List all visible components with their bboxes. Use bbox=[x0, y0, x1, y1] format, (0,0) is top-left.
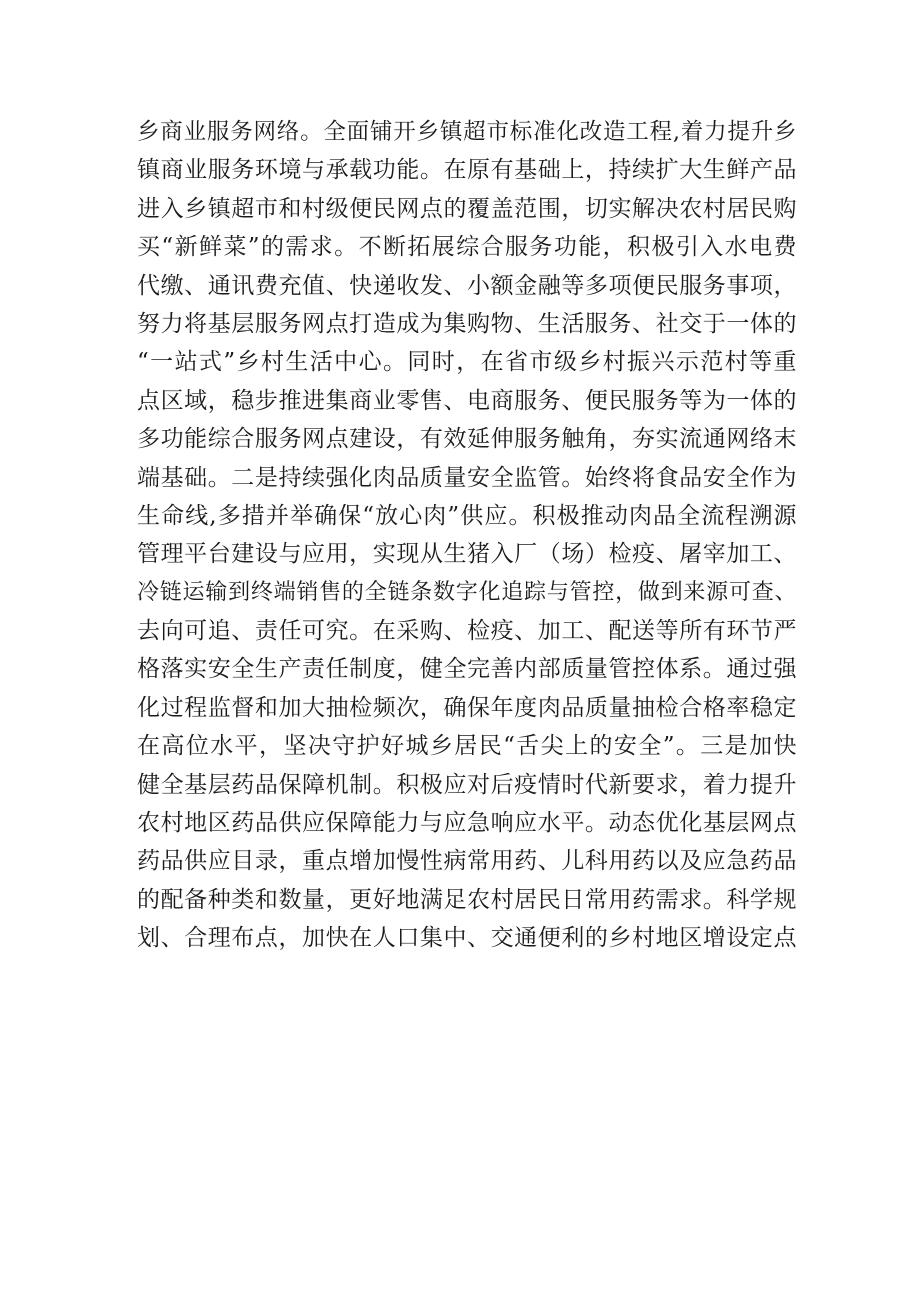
text-line: 乡商业服务网络。全面铺开乡镇超市标准化改造工程,着力提升乡 bbox=[137, 119, 797, 145]
text-line: 冷链运输到终端销售的全链条数字化追踪与管控，做到来源可查、 bbox=[137, 579, 797, 605]
text-line: 去向可追、责任可究。在采购、检疫、加工、配送等所有环节严 bbox=[137, 618, 797, 645]
text-line: 进入乡镇超市和村级便民网点的覆盖范围，切实解决农村居民购 bbox=[137, 195, 797, 222]
text-line: 格落实安全生产责任制度，健全完善内部质量管控体系。通过强 bbox=[137, 656, 797, 683]
text-line: 努力将基层服务网点打造成为集购物、生活服务、社交于一体的 bbox=[137, 310, 797, 337]
text-line: 农村地区药品供应保障能力与应急响应水平。动态优化基层网点 bbox=[137, 810, 797, 837]
text-line: 的配备种类和数量，更好地满足农村居民日常用药需求。科学规 bbox=[137, 886, 797, 913]
text-line: 多功能综合服务网点建设，有效延伸服务触角，夯实流通网络末 bbox=[137, 426, 797, 453]
text-line: 点区域，稳步推进集商业零售、电商服务、便民服务等为一体的 bbox=[137, 387, 797, 414]
text-line: 药品供应目录，重点增加慢性病常用药、儿科用药以及应急药品 bbox=[137, 848, 797, 875]
text-line: 买“新鲜菜”的需求。不断拓展综合服务功能，积极引入水电费 bbox=[137, 234, 797, 261]
text-line: 端基础。二是持续强化肉品质量安全监管。始终将食品安全作为 bbox=[137, 464, 797, 491]
body-paragraph bbox=[137, 113, 797, 958]
text-line: “一站式”乡村生活中心。同时，在省市级乡村振兴示范村等重 bbox=[137, 349, 797, 376]
text-line: 健全基层药品保障机制。积极应对后疫情时代新要求，着力提升 bbox=[137, 771, 797, 798]
text-line: 生命线,多措并举确保“放心肉”供应。积极推动肉品全流程溯源 bbox=[137, 502, 797, 529]
text-line: 管理平台建设与应用，实现从生猪入厂（场）检疫、屠宰加工、 bbox=[137, 541, 797, 568]
text-line: 化过程监督和加大抽检频次，确保年度肉品质量抽检合格率稳定 bbox=[137, 694, 797, 721]
text-line: 在高位水平，坚决守护好城乡居民“舌尖上的安全”。三是加快 bbox=[137, 733, 797, 760]
text-line: 代缴、通讯费充值、快递收发、小额金融等多项便民服务事项， bbox=[137, 272, 797, 299]
text-line: 划、合理布点，加快在人口集中、交通便利的乡村地区增设定点 bbox=[137, 925, 797, 952]
text-line: 镇商业服务环境与承载功能。在原有基础上，持续扩大生鲜产品 bbox=[137, 157, 797, 184]
